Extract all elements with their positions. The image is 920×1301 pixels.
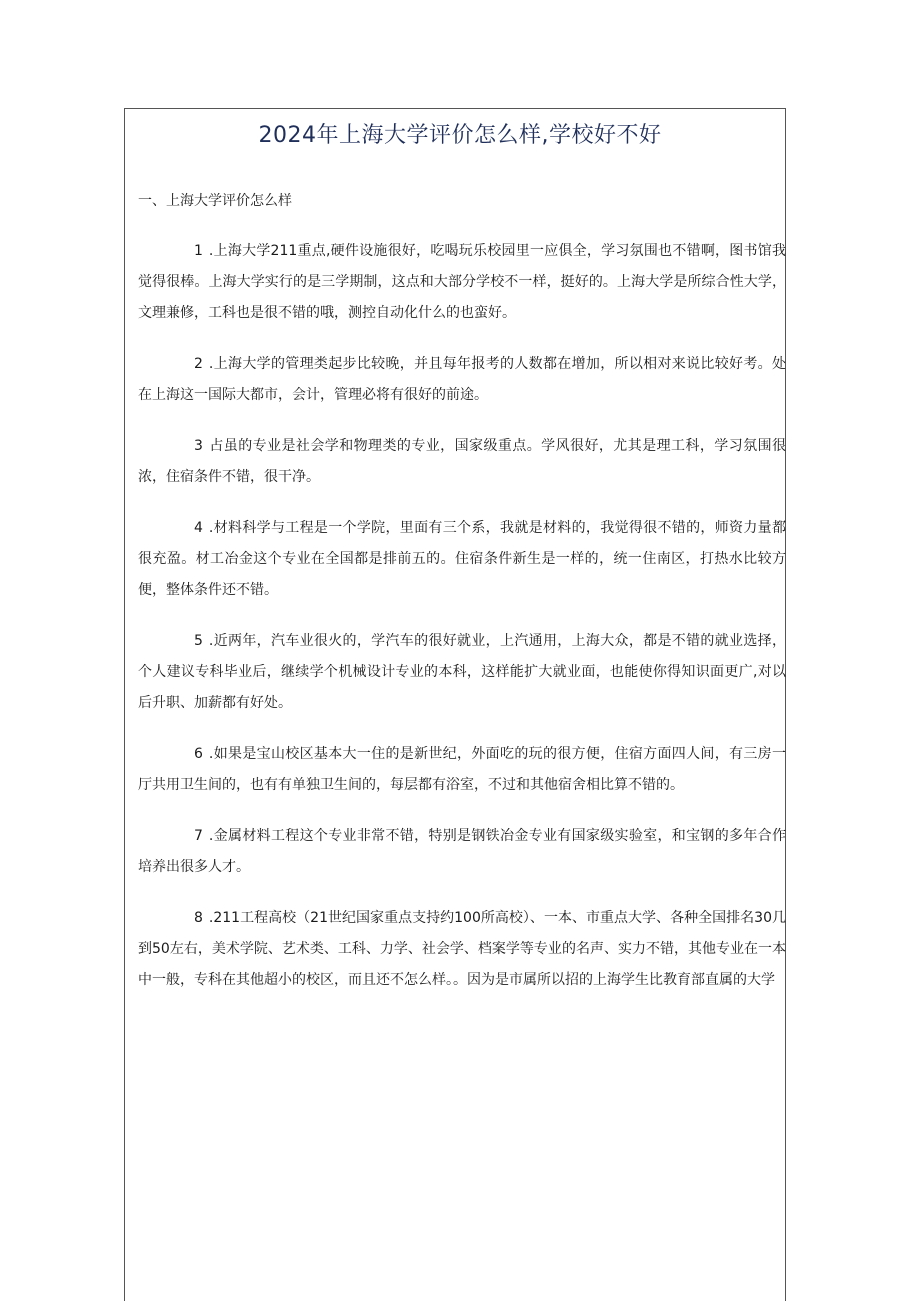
list-item: [138, 431, 786, 493]
item-number: 3: [194, 438, 203, 454]
list-item: [138, 739, 786, 801]
section-heading: 一、上海大学评价怎么样: [138, 193, 292, 209]
item-number: 5: [194, 633, 203, 649]
item-number: 7: [194, 828, 203, 844]
item-number: 8: [194, 910, 203, 926]
item-number: 1: [194, 243, 203, 259]
list-item: [138, 349, 786, 411]
list-item: [138, 821, 786, 883]
item-text: .金属材料工程这个专业非常不错，特别是钢铁冶金专业有国家级实验室，和宝钢的多年合作培养出很多人才。: [138, 828, 786, 875]
list-item: [138, 903, 786, 996]
item-number: 2: [194, 356, 203, 372]
item-text: .如果是宝山校区基本大一住的是新世纪，外面吃的玩的很方便，住宿方面四人间，有三房一厅共用卫生间的，也有有单独卫生间的，每层都有浴室，不过和其他宿舍相比算不错的。: [138, 746, 786, 793]
list-item: [138, 513, 786, 606]
list-item: [138, 626, 786, 719]
item-text: .材料科学与工程是一个学院，里面有三个系，我就是材料的，我觉得很不错的，师资力量都很充盈。材工冶金这个专业在全国都是排前五的。住宿条件新生是一样的，统一住南区，打热水比较方便，整体条件还不错。: [138, 520, 786, 598]
item-text: .上海大学的管理类起步比较晚，并且每年报考的人数都在增加，所以相对来说比较好考。处在上海这一国际大都市，会计，管理必将有很好的前途。: [138, 356, 786, 403]
document-body: [138, 186, 786, 1016]
item-number: 6: [194, 746, 203, 762]
item-number: 4: [194, 520, 203, 536]
item-text: 占虽的专业是社会学和物理类的专业，国家级重点。学风很好，尤其是理工科，学习氛围很浓，住宿条件不错，很干净。: [138, 438, 786, 485]
item-text: .211工程高校（21世纪国家重点支持约100所高校）、一本、市重点大学、各种全国排名30几到50左右，美术学院、艺术类、工科、力学、社会学、档案学等专业的名声、实力不错，其他专业在一本中一般，专科在其他超小的校区，而且还不怎么样。。因为是市属所以招的上海学生比教育部直属的大学: [138, 910, 786, 988]
document-title: 2024年上海大学评价怎么样,学校好不好: [258, 123, 662, 148]
item-text: .上海大学211重点,硬件设施很好，吃喝玩乐校园里一应俱全，学习氛围也不错啊，图书馆我觉得很棒。上海大学实行的是三学期制，这点和大部分学校不一样，挺好的。上海大学是所综合性大学，文理兼修，工科也是很不错的哦，测控自动化什么的也蛮好。: [138, 243, 786, 321]
item-text: .近两年，汽车业很火的，学汽车的很好就业，上汽通用，上海大众，都是不错的就业选择，个人建议专科毕业后，继续学个机械设计专业的本科，这样能扩大就业面，也能使你得知识面更广,对以后升职、加薪都有好处。: [138, 633, 786, 711]
list-item: [138, 236, 786, 329]
